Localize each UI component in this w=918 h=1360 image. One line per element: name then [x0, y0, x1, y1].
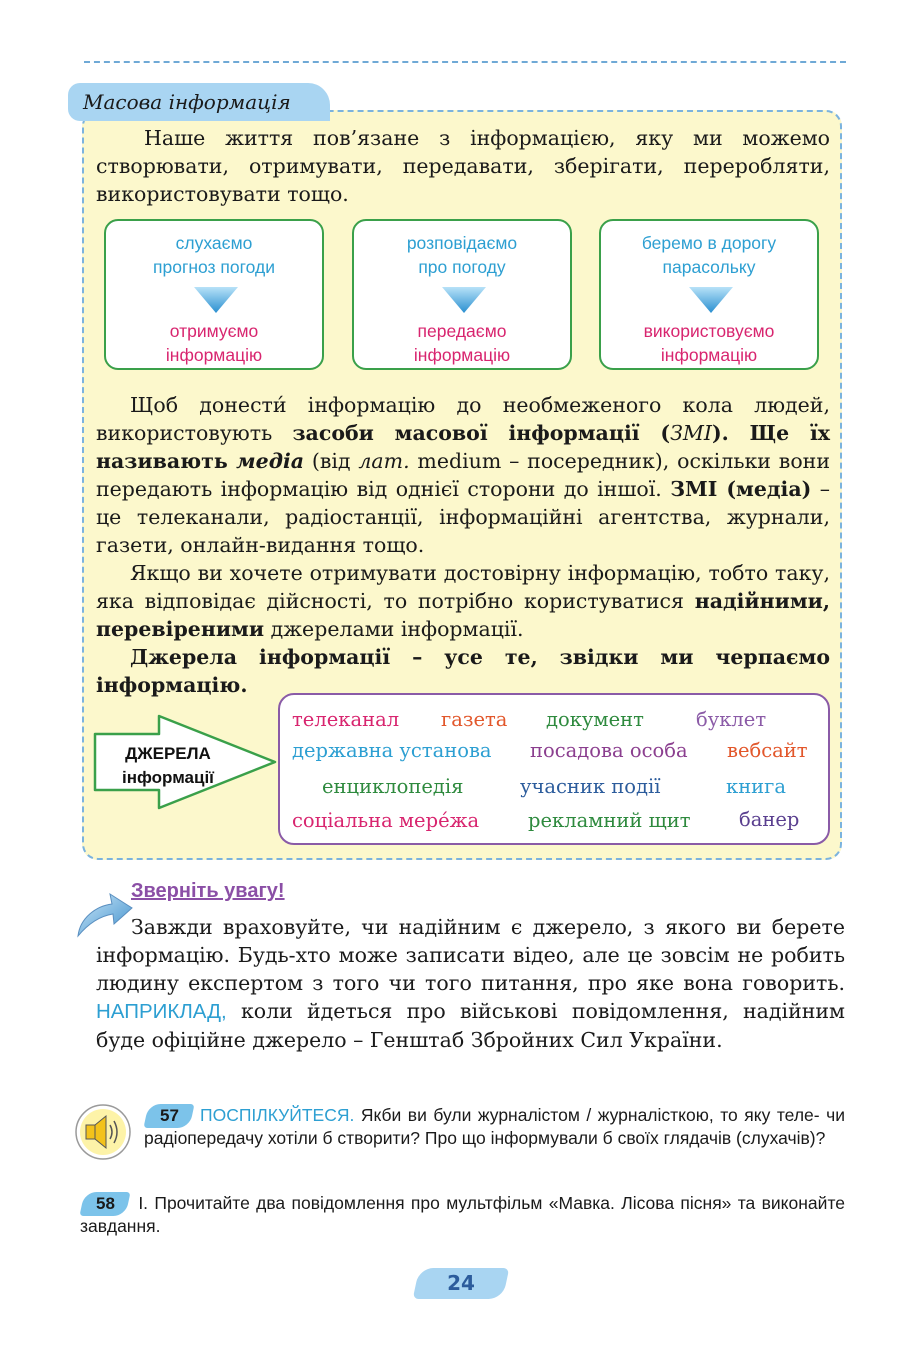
definition-text: Джерела інформації – усе те, звідки ми черпаємо інформацію. [96, 645, 830, 697]
source-word: документ [546, 708, 644, 731]
intro-paragraph [96, 124, 830, 208]
flow-action-line: беремо в дорогу [641, 233, 777, 253]
source-word: соціальна мере́жа [292, 809, 480, 832]
flow-action [354, 231, 570, 279]
source-word: учасник події [520, 775, 661, 798]
attention-paragraph [96, 913, 845, 1054]
flow-result [601, 319, 817, 367]
source-word: буклет [696, 708, 767, 731]
sources-label [98, 742, 238, 790]
flow-result-line: отримуємо [169, 321, 259, 341]
flow-result [106, 319, 322, 367]
flow-action-line: парасольку [662, 257, 756, 277]
task-number-badge: 58 [79, 1192, 130, 1216]
flow-box-umbrella [599, 219, 819, 370]
down-arrow-icon [442, 287, 486, 313]
flow-box-tell [352, 219, 572, 370]
source-word: газета [441, 708, 508, 731]
source-word: книга [726, 775, 787, 798]
media-text: Щоб донести́ інформацію до необмеженого кола людей, використовують засоби масової інформації (ЗМІ). Ще їх називають медіа (від лат. medium – посередник), оскільки вони передають інформацію від однієї сторони до іншої. ЗМІ (медіа) – це телеканали, радіостанції, інформаційні агентства, журнали, газети, онлайн-видання тощо. [96, 393, 831, 557]
intro-text: Наше життя пов’язане з інформацією, яку ми можемо створювати, отримувати, передавати, зберігати, переробляти, використовувати тощо. [96, 126, 830, 206]
down-arrow-icon [194, 287, 238, 313]
flow-result-line: інформацію [165, 345, 263, 365]
top-dashed-rule [84, 61, 846, 63]
sources-label-line: ДЖЕРЕЛА [125, 744, 211, 763]
source-word: телеканал [292, 708, 400, 731]
flow-action [601, 231, 817, 279]
flow-action [106, 231, 322, 279]
sources-label-line: інформації [122, 768, 214, 787]
flow-result-line: інформацію [413, 345, 511, 365]
task-57-text: ПОСПІЛКУЙТЕСЯ. Якби ви були журналістом / журналісткою, то яку теле- чи радіопередачу хотіли б створити? Про що інформували б своїх глядачів (слухачів)? [144, 1105, 845, 1148]
speaker-icon [74, 1103, 132, 1161]
source-word: посадова особа [530, 739, 688, 762]
task-number-badge: 57 [143, 1104, 194, 1128]
flow-result-line: використовуємо [643, 321, 775, 341]
flow-result-line: передаємо [417, 321, 507, 341]
flow-action-line: слухаємо [175, 233, 253, 253]
section-title-tab: Масова інформація [68, 83, 330, 121]
down-arrow-icon [689, 287, 733, 313]
flow-action-line: розповідаємо [406, 233, 518, 253]
attention-text: Завжди враховуйте, чи надійним є джерело, з якого ви берете інформацію. Будь-хто може записати відео, але це зовсім не робить людину експертом з того чи того питання, про яке вона говорить. НАПРИКЛАД, коли йдеться про військові повідомлення, надійним буде офіційне джерело – Генштаб Збройних Сил України. [96, 915, 845, 1052]
source-word: вебсайт [727, 739, 808, 762]
flow-result [354, 319, 570, 367]
attention-title: Зверніть увагу! [131, 880, 285, 902]
flow-action-line: прогноз погоди [153, 257, 275, 277]
flow-result-line: інформацію [660, 345, 758, 365]
reliable-text: Якщо ви хочете отримувати достовірну інформацію, тобто таку, яка відповідає дійсності, то потрібно користуватися надійними, перевіреними джерелами інформації. [96, 561, 830, 641]
page-number: 24 [447, 1271, 475, 1295]
source-word: енциклопедія [322, 775, 464, 798]
source-word: банер [739, 808, 800, 831]
source-word: державна установа [292, 739, 492, 762]
flow-box-listen [104, 219, 324, 370]
flow-action-line: про погоду [418, 257, 506, 277]
source-word: рекламний щит [528, 809, 691, 832]
media-paragraph [96, 391, 830, 699]
task-58-text: І. Прочитайте два повідомлення про мультфільм «Мавка. Лісова пісня» та виконайте завдання. [80, 1193, 845, 1236]
